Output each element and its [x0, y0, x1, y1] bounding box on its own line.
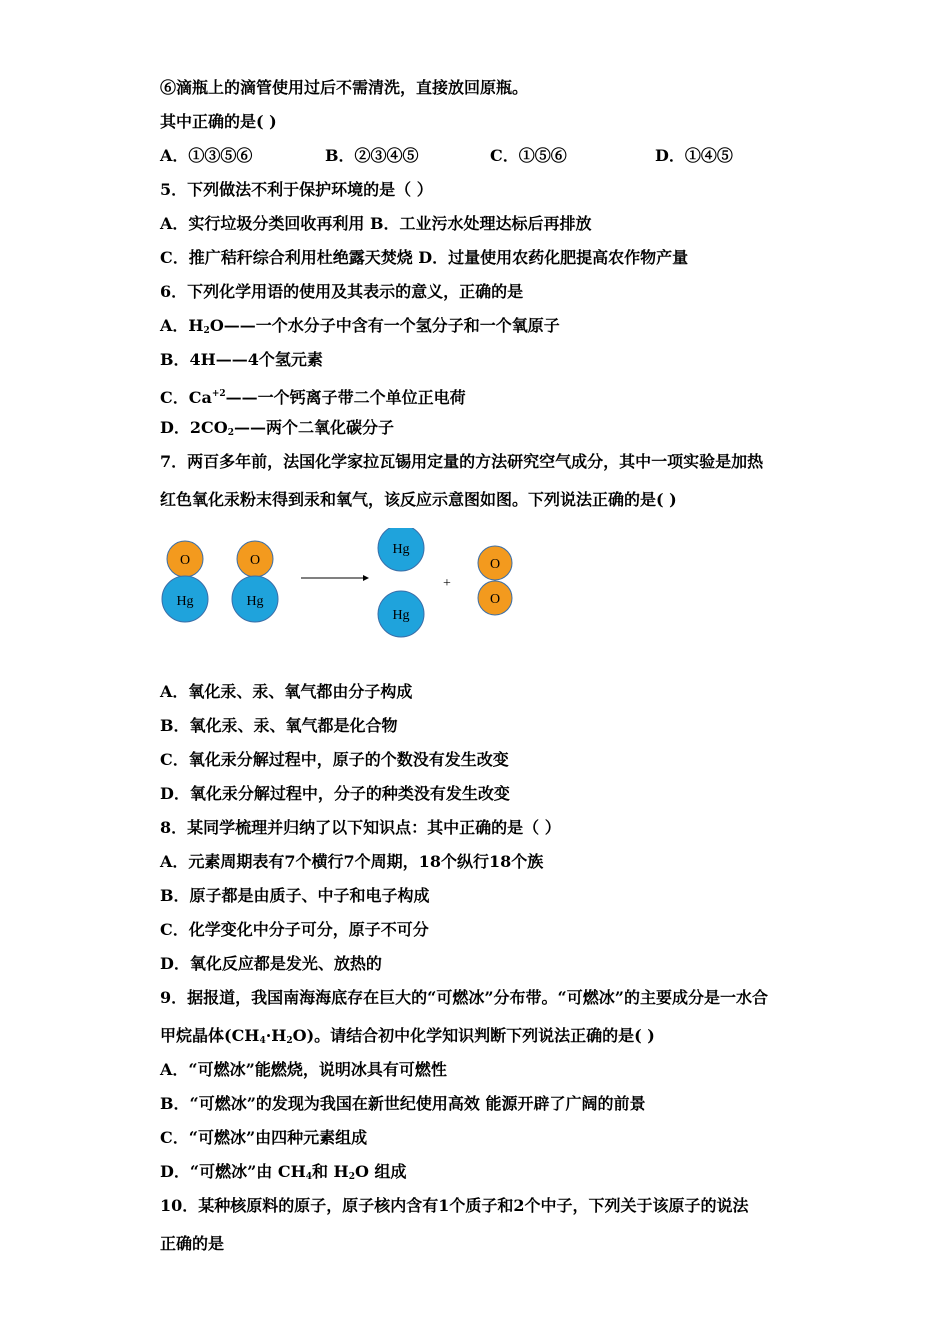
q9-option-b[interactable]: B．“可燃冰”的发现为我国在新世纪使用高效 能源开辟了广阔的前景 — [160, 1094, 646, 1113]
q4-prompt: 其中正确的是( ) — [160, 112, 277, 131]
q5-options-ab[interactable]: A．实行垃圾分类回收再利用 B．工业污水处理达标后再排放 — [160, 214, 592, 233]
reaction-diagram — [155, 528, 515, 638]
plus-sign: + — [443, 576, 451, 591]
q7-option-b[interactable]: B．氧化汞、汞、氧气都是化合物 — [160, 716, 398, 735]
q7-option-c[interactable]: C．氧化汞分解过程中，原子的个数没有发生改变 — [160, 750, 509, 769]
hg-atom-3-label: Hg — [392, 542, 410, 557]
q8-option-b[interactable]: B．原子都是由质子、中子和电子构成 — [160, 886, 430, 905]
q6-d-sub: 2 — [227, 428, 234, 438]
q8-option-c[interactable]: C．化学变化中分子可分，原子不可分 — [160, 920, 429, 939]
q6-d-post: ——两个二氧化碳分子 — [233, 418, 394, 437]
q8-option-a[interactable]: A．元素周期表有7个横行7个周期，18个纵行18个族 — [160, 852, 544, 871]
q5-stem: 5．下列做法不利于保护环境的是（ ） — [160, 180, 433, 199]
q7-stem-line1: 7．两百多年前，法国化学家拉瓦锡用定量的方法研究空气成分，其中一项实验是加热 — [160, 452, 764, 471]
q4-option-d[interactable]: D．①④⑤ — [655, 146, 733, 165]
q6-option-a[interactable] — [160, 316, 560, 341]
q9-stem-line1: 9．据报道，我国南海海底存在巨大的“可燃冰”分布带。“可燃冰”的主要成分是一水合 — [160, 988, 768, 1007]
o-atom-3-label: O — [489, 557, 501, 572]
q4-option-a[interactable]: A．①③⑤⑥ — [160, 146, 253, 165]
hg-atom-2-label: Hg — [246, 594, 264, 609]
q6-d-pre: D．2CO — [160, 418, 228, 437]
statement-6: ⑥滴瓶上的滴管使用过后不需清洗，直接放回原瓶。 — [160, 78, 529, 97]
q9-d-mid: 和 H — [311, 1162, 349, 1181]
q9-d-sub1: 4 — [305, 1172, 312, 1182]
q6-a-post: O——一个水分子中含有一个氢分子和一个氧原子 — [209, 316, 560, 335]
q10-stem-line2: 正确的是 — [160, 1234, 225, 1253]
q9-d-pre: D．“可燃冰”由 CH — [160, 1162, 306, 1181]
q9-l2-mid: ·H — [265, 1026, 287, 1045]
hg-atom-4-label: Hg — [392, 608, 410, 623]
reaction-arrowhead — [363, 575, 369, 581]
q7-option-a[interactable]: A．氧化汞、汞、氧气都由分子构成 — [160, 682, 413, 701]
o-atom-4-label: O — [489, 592, 501, 607]
q9-l2-sub1: 4 — [259, 1036, 266, 1046]
o-atom-2-label: O — [249, 553, 261, 568]
q9-option-d[interactable] — [160, 1162, 406, 1187]
q9-option-c[interactable]: C．“可燃冰”由四种元素组成 — [160, 1128, 368, 1147]
q7-stem-line2: 红色氧化汞粉末得到汞和氧气，该反应示意图如图。下列说法正确的是( ) — [160, 490, 677, 509]
q6-stem: 6．下列化学用语的使用及其表示的意义，正确的是 — [160, 282, 524, 301]
q6-option-d[interactable] — [160, 418, 394, 443]
q9-d-sub2: 2 — [348, 1172, 355, 1182]
q6-option-c[interactable] — [160, 384, 466, 408]
q9-l2-post: O)。请结合初中化学知识判断下列说法正确的是( ) — [292, 1026, 655, 1045]
q6-c-pre: C．Ca — [160, 388, 212, 407]
q6-a-sub: 2 — [203, 326, 210, 336]
q10-stem-line1: 10．某种核原料的原子，原子核内含有1个质子和2个中子，下列关于该原子的说法 — [160, 1196, 749, 1215]
q8-option-d[interactable]: D．氧化反应都是发光、放热的 — [160, 954, 382, 973]
q6-c-post: ——一个钙离子带二个单位正电荷 — [225, 388, 466, 407]
q4-option-b[interactable]: B．②③④⑤ — [325, 146, 419, 165]
q9-d-post: O 组成 — [354, 1162, 407, 1181]
q8-stem: 8．某同学梳理并归纳了以下知识点：其中正确的是（ ） — [160, 818, 561, 837]
q5-options-cd[interactable]: C．推广秸秆综合利用杜绝露天焚烧 D．过量使用农药化肥提高农作物产量 — [160, 248, 689, 267]
hg-atom-1-label: Hg — [176, 594, 194, 609]
q6-c-sup: +2 — [211, 389, 226, 399]
q9-stem-line2 — [160, 1026, 655, 1051]
q9-l2-pre: 甲烷晶体(CH — [160, 1026, 260, 1045]
q9-option-a[interactable]: A．“可燃冰”能燃烧，说明冰具有可燃性 — [160, 1060, 447, 1079]
o-atom-1-label: O — [179, 553, 191, 568]
q7-option-d[interactable]: D．氧化汞分解过程中，分子的种类没有发生改变 — [160, 784, 510, 803]
q6-a-pre: A．H — [160, 316, 204, 335]
q9-l2-sub2: 2 — [286, 1036, 293, 1046]
q4-option-c[interactable]: C．①⑤⑥ — [490, 146, 567, 165]
q6-option-b[interactable]: B．4H——4个氢元素 — [160, 350, 323, 369]
